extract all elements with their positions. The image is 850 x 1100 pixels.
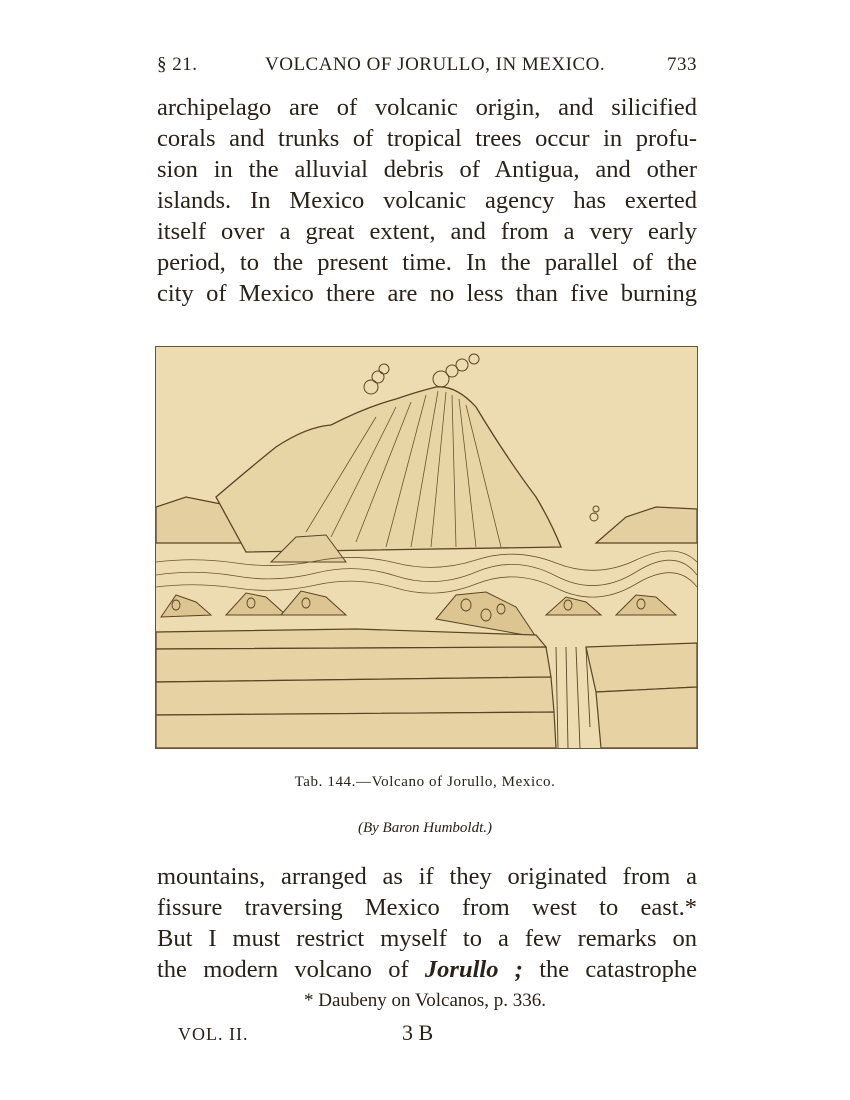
text-line: corals and trunks of tropical trees occur in profu- — [157, 125, 697, 152]
signature-mark: 3 B — [402, 1020, 434, 1045]
page-number: 733 — [667, 54, 697, 75]
body-paragraph-bottom — [157, 861, 697, 985]
volcano-engraving — [155, 346, 698, 749]
waterfall — [556, 647, 590, 748]
figure-caption: Tab. 144.—Volcano of Jorullo, Mexico. — [294, 774, 556, 790]
footnote: * Daubeny on Volcanos, p. 336. — [303, 990, 547, 1011]
text-line: itself over a great extent, and from a very early — [157, 218, 697, 245]
body-paragraph-top — [157, 92, 697, 309]
text-line: fissure traversing Mexico from west to east.* — [157, 894, 697, 921]
running-header — [157, 54, 697, 78]
figure-credit: (By Baron Humboldt.) — [357, 820, 492, 836]
text-line: But I must restrict myself to a few remarks on — [157, 925, 697, 952]
volcano-illustration — [156, 347, 697, 748]
text-line: city of Mexico there are no less than five burning — [157, 280, 697, 307]
plain-lines — [156, 551, 697, 597]
right-mountain — [596, 507, 697, 543]
text-line: islands. In Mexico volcanic agency has exerted — [157, 187, 697, 214]
hornitos — [161, 591, 676, 637]
italic-place-name: Jorullo ; — [424, 956, 523, 983]
running-title: VOLCANO OF JORULLO, IN MEXICO. — [265, 54, 606, 75]
volume-label: VOL. II. — [178, 1024, 249, 1044]
text-line: sion in the alluvial debris of Antigua, and other — [157, 156, 697, 183]
text-line: mountains, arranged as if they originated from a — [157, 863, 697, 890]
text-line: period, to the present time. In the parallel of the — [157, 249, 697, 276]
text-line: archipelago are of volcanic origin, and silicified — [157, 94, 697, 121]
section-number: § 21. — [157, 54, 198, 75]
rock-strata — [156, 629, 697, 748]
text-segment: the catastrophe — [539, 956, 697, 983]
jorullo-volcano — [216, 387, 561, 552]
text-line-with-italic — [157, 954, 697, 985]
text-segment: the modern volcano of — [157, 956, 409, 983]
